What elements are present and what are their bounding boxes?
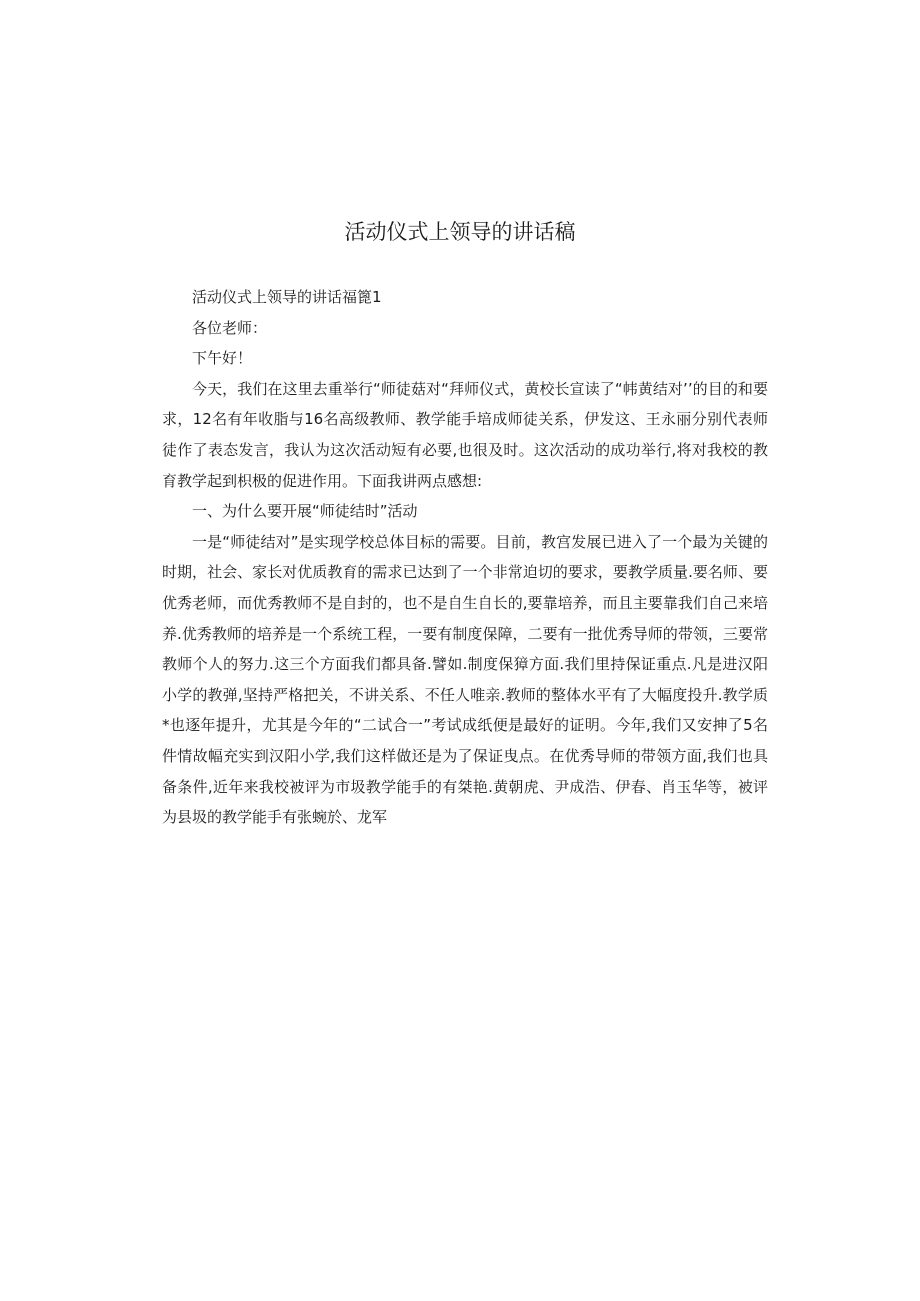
paragraph-reason-one: 一是“师徒结对”是实现学校总体目标的需要。目前，教宫发展已进入了一个最为关键的时期，社会、家长对优质教育的需求已达到了一个非常迫切的要求，要教学质量.要名师、要优秀老师，而优秀教师不是自封的，也不是自生自长的,要靠培养，而且主要靠我们自己来培养.优秀教师的培养是一个系统工程，一要有制度保障，二要有一批优秀导师的带领，三要常教师个人的努力.这三个方面我们都具备.譬如.制度保獐方面.我们里持保证重点.凡是进汉阳小学的教弹,坚持严格把关，不讲关系、不任人唯亲.教师的整体水平有了大幅度投升.教学质*也逐年提升，尤其是今年的“二试合一”考试成纸便是最好的证明。今年,我们又安抻了5名件情故幅充实到汉阳小学,我们这样做还是为了保证曳点。在优秀导师的带领方面,我们也具备条件,近年来我校被评为市圾教学能手的有桀艳.黄朝虎、尹成浩、伊春、肖玉华等，被评为县圾的教学能手有张蜿於、龙军 [162, 532, 768, 827]
document-title: 活动仪式上领导的讲话稿 [344, 220, 576, 244]
section-heading: 活动仪式上领导的讲话福篦1 [192, 288, 382, 306]
salutation: 各位老师： [192, 318, 268, 337]
paragraph-intro: 今天，我们在这里去重举行“师徒菇对“拜师仪式，黄校长宣读了“帏黄结对’’的目的和要求，12名有年收脂与16名高级教师、教学能手培成师徒关系，伊发这、王永丽分别代表师徒作了表态发言，我认为这次活动短有必要,也很及时。这次活动的成功举行,将对我校的教育教学起到枳极的促进作用。下面我讲两点感想: [162, 379, 768, 490]
subheading-why: 一、为什么要开展“师徒结时”活动 [192, 502, 418, 521]
greeting: 下午好！ [192, 349, 253, 368]
document-body [162, 282, 768, 833]
